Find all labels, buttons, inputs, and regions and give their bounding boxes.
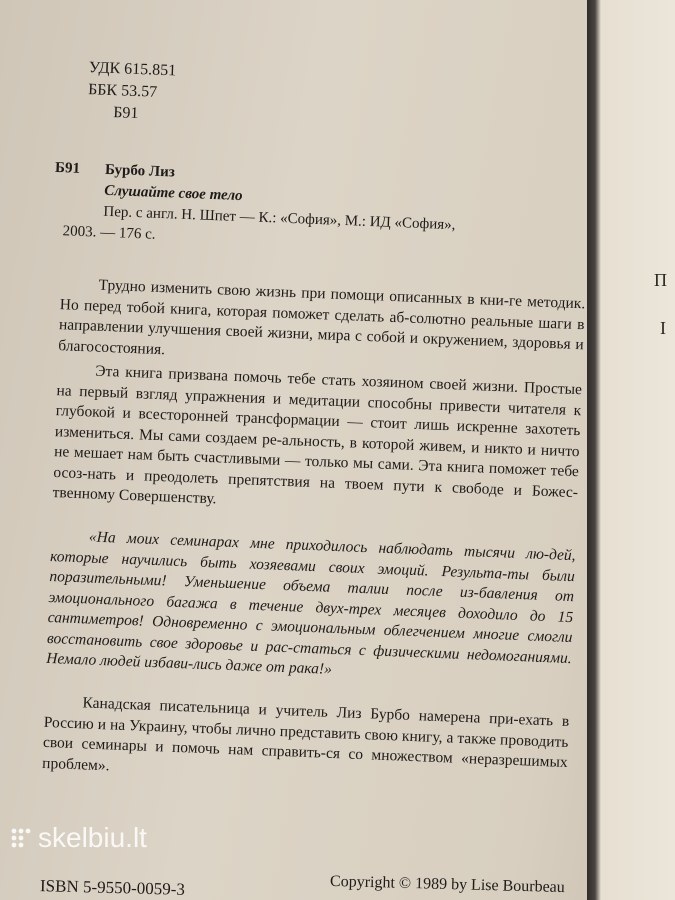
isbn: ISBN 5-9550-0059-3	[39, 876, 186, 899]
reference-title: Слушайте свое тело	[103, 182, 243, 205]
watermark	[10, 822, 147, 854]
paragraph-2: Эта книга призвана помочь тебе стать хозяином своей жизни. Простые на первый взгляд упражнения и медитации способны привести читателя к глубокой и всесторонней трансформации — стоит лишь искренне захотеть измениться. Мы сами создаем ре-альность, в которой живем, и никто и ничто не мешает нам быть счастливыми — только мы сами. Эта книга поможет тебе осоз-нать и преодолеть препятствия на твоем пути к свободе и Божес-твенному Совершенству.	[52, 362, 583, 508]
paragraph-4: Канадская писательница и учитель Лиз Бурбо намерена при-ехать в Россию и на Украину, чтобы лично представить свою книгу, а также проводить свои семинары и помочь нам справить-ся со множеством «неразрешимых проблем».	[41, 694, 570, 774]
facing-page-letter-1: П	[654, 270, 667, 290]
paragraph-1: Трудно изменить свою жизнь при помощи описанных в кни-ге методик. Но перед тобой книга, которая поможет сделать аб-солютно реальные шаги в направлении улучшения своей жизни, мира с собой и окружением, здоровья и благосостояния.	[57, 276, 586, 358]
bbk-code: ББК 53.57	[87, 81, 158, 101]
reference-code: Б91	[54, 159, 81, 177]
facing-page	[587, 0, 675, 900]
copyright: Copyright © 1989 by Lise Bourbeau	[329, 872, 565, 897]
author-mark: Б91	[112, 104, 139, 123]
facing-page-letter-2: I	[660, 318, 666, 338]
reference-author: Бурбо Лиз	[104, 161, 176, 181]
watermark-text: skelbiu.lt	[38, 822, 147, 853]
show-through-text	[202, 10, 518, 270]
reference-year-pages: 2003. — 176 с.	[62, 223, 156, 243]
reference-publisher: Пер. с англ. Н. Шпет — К.: «София», М.: ИД «София»,	[103, 203, 456, 234]
udk-code: УДК 615.851	[88, 59, 177, 80]
watermark-dots-icon	[10, 827, 32, 849]
paragraph-3-quote: «На моих семинарах мне приходилось наблюдать тысячи лю-дей, которые научились быть хозяевами своих эмоций. Результа-ты были поразительными! Уменьшение объема талии после из-бавления от эмоционального багажа в течение двух-трех месяцев доходило до 15 сантиметров! Одновременно с эмоциональным облегчением многие смогли восстановить свое здоровье и рас-статься с физическими недомоганиями. Немало людей избави-лись даже от рака!»	[45, 528, 576, 678]
